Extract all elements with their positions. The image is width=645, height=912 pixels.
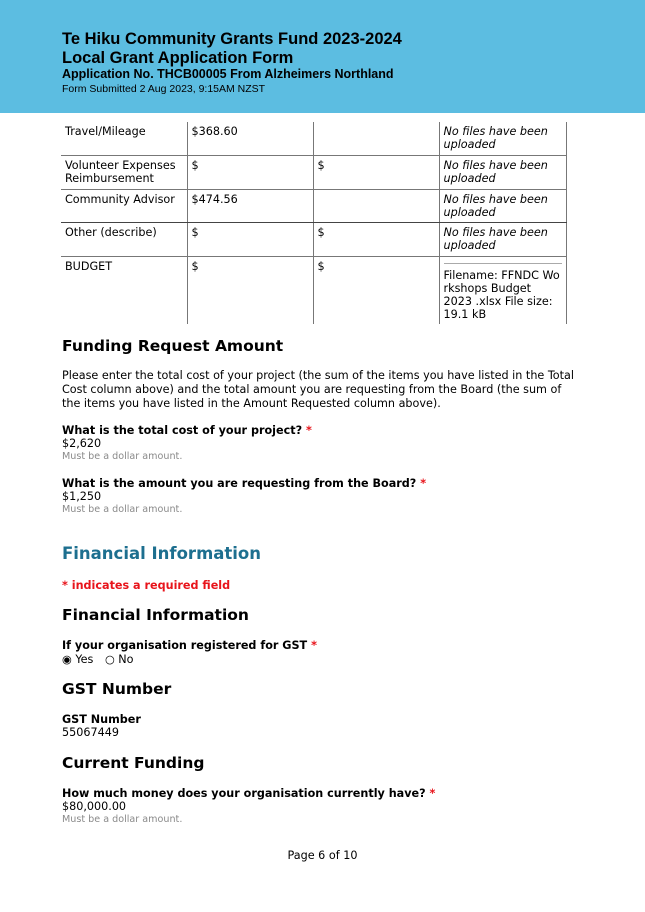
item-cell: BUDGET bbox=[61, 256, 187, 324]
dollar-hint: Must be a dollar amount. bbox=[62, 451, 183, 462]
required-marker: * bbox=[420, 477, 427, 490]
funding-intro-text: Please enter the total cost of your project (the sum of the items you have listed in the Total Cost column above) and the total amount you are requesting from the Board (the sum of the items you have listed in the Amount Requested column above). bbox=[62, 369, 574, 410]
amount-requested-cell bbox=[313, 189, 439, 222]
amount-requested-answer: $1,250 bbox=[62, 490, 102, 503]
files-cell: No files have been uploaded bbox=[439, 122, 566, 155]
required-field-note: * indicates a required field bbox=[62, 579, 231, 592]
current-funding-heading: Current Funding bbox=[62, 754, 205, 772]
gst-yes-radio[interactable] bbox=[62, 653, 93, 666]
current-money-answer: $80,000.00 bbox=[62, 800, 127, 813]
gst-number-heading: GST Number bbox=[62, 680, 172, 698]
amount-requested-cell: $ bbox=[313, 155, 439, 189]
required-marker: * bbox=[305, 424, 312, 437]
question-label: If your organisation registered for GST bbox=[62, 639, 308, 652]
dollar-hint: Must be a dollar amount. bbox=[62, 504, 183, 515]
total-cost-cell: $ bbox=[187, 222, 313, 256]
uploaded-file-info[interactable]: Filename: FFNDC Wo rkshops Budget 2023 .xlsx File size: 19.1 kB bbox=[444, 263, 562, 321]
gst-number-label: GST Number bbox=[62, 713, 141, 726]
budget-table bbox=[61, 122, 567, 324]
amount-requested-cell: $ bbox=[313, 256, 439, 324]
item-cell: Community Advisor bbox=[61, 189, 187, 222]
submitted-date: Form Submitted 2 Aug 2023, 9:15AM NZST bbox=[62, 83, 266, 95]
application-number: Application No. THCB00005 From Alzheimers Northland bbox=[62, 67, 394, 81]
gst-registered-question bbox=[62, 639, 317, 652]
amount-requested-cell bbox=[313, 122, 439, 155]
item-cell: Other (describe) bbox=[61, 222, 187, 256]
table-row bbox=[61, 122, 566, 155]
item-cell: Travel/Mileage bbox=[61, 122, 187, 155]
total-cost-cell: $474.56 bbox=[187, 189, 313, 222]
total-cost-question bbox=[62, 424, 312, 437]
question-label: What is the total cost of your project? bbox=[62, 424, 303, 437]
gst-radio-group bbox=[62, 653, 142, 666]
radio-unselected-icon: ○ bbox=[104, 653, 115, 666]
radio-label: Yes bbox=[75, 653, 94, 666]
total-cost-cell: $ bbox=[187, 256, 313, 324]
financial-information-heading: Financial Information bbox=[62, 606, 249, 624]
page-header bbox=[0, 0, 645, 113]
radio-selected-icon: ◉ bbox=[62, 653, 72, 666]
gst-number-value: 55067449 bbox=[62, 726, 119, 739]
gst-no-radio[interactable] bbox=[105, 653, 134, 666]
dollar-hint: Must be a dollar amount. bbox=[62, 814, 183, 825]
table-row bbox=[61, 189, 566, 222]
total-cost-answer: $2,620 bbox=[62, 437, 102, 450]
amount-requested-question bbox=[62, 477, 426, 490]
item-cell: Volunteer Expenses Reimbursement bbox=[61, 155, 187, 189]
current-money-question bbox=[62, 787, 435, 800]
question-label: What is the amount you are requesting from the Board? bbox=[62, 477, 417, 490]
total-cost-cell: $368.60 bbox=[187, 122, 313, 155]
required-marker: * bbox=[429, 787, 436, 800]
amount-requested-cell: $ bbox=[313, 222, 439, 256]
files-cell: No files have been uploaded bbox=[439, 222, 566, 256]
table-row bbox=[61, 222, 566, 256]
radio-label: No bbox=[118, 653, 134, 666]
files-cell: No files have been uploaded bbox=[439, 189, 566, 222]
funding-request-heading: Funding Request Amount bbox=[62, 337, 284, 355]
total-cost-cell: $ bbox=[187, 155, 313, 189]
page-number: Page 6 of 10 bbox=[287, 849, 358, 862]
table-row bbox=[61, 155, 566, 189]
required-marker: * bbox=[311, 639, 317, 652]
form-title: Local Grant Application Form bbox=[62, 49, 294, 67]
files-cell bbox=[439, 256, 566, 324]
table-row bbox=[61, 256, 566, 324]
files-cell: No files have been uploaded bbox=[439, 155, 566, 189]
financial-information-title: Financial Information bbox=[62, 544, 262, 563]
fund-title: Te Hiku Community Grants Fund 2023-2024 bbox=[62, 30, 402, 48]
question-label: How much money does your organisation currently have? bbox=[62, 787, 426, 800]
